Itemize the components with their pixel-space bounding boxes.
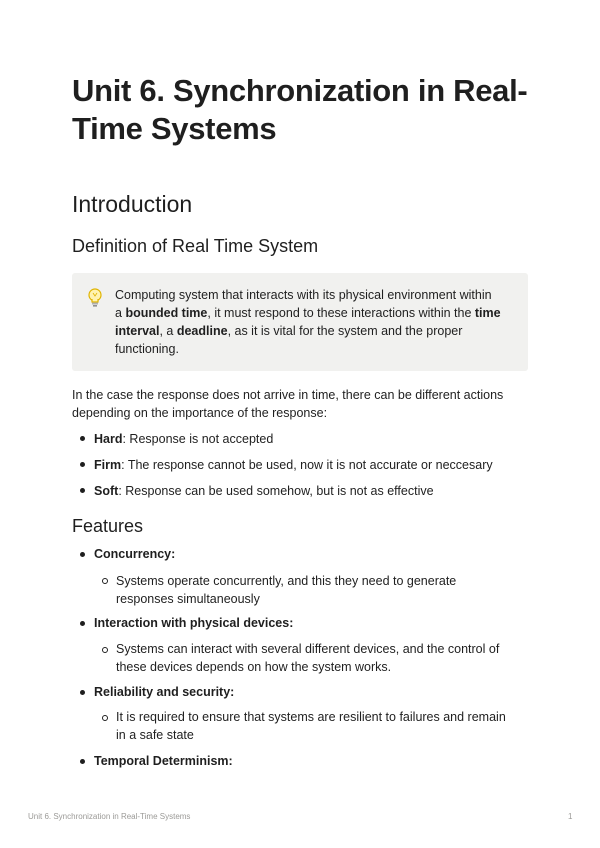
detail-line: these devices depends on how the system works.	[116, 660, 392, 674]
callout-text-fragment: , a	[159, 324, 177, 338]
feature-title: Interaction with physical devices:	[94, 616, 294, 630]
callout-line-4: functioning.	[115, 342, 179, 356]
feature-detail	[116, 640, 499, 676]
bullet-dot	[80, 552, 85, 557]
feature-title: Concurrency:	[94, 547, 176, 561]
definition-heading: Definition of Real Time System	[72, 236, 319, 256]
feature-title: Temporal Determinism:	[94, 754, 233, 768]
page-number: 1	[568, 812, 573, 821]
response-term: Firm	[94, 458, 122, 472]
feature-title: Reliability and security:	[94, 685, 235, 699]
title-line-1: Unit 6. Synchronization in Real-	[72, 73, 528, 108]
feature-item	[94, 683, 234, 701]
interval-term: interval	[115, 324, 160, 338]
bullet-dot	[80, 690, 85, 695]
detail-line: Systems operate concurrently, and this they need to generate	[116, 574, 457, 588]
paragraph-line: In the case the response does not arrive in time, there can be different actions	[72, 388, 504, 402]
feature-detail	[116, 572, 456, 608]
detail-line: It is required to ensure that systems are resilient to failures and remain	[116, 710, 506, 724]
list-item	[94, 482, 434, 500]
time-term: time	[474, 306, 501, 320]
introduction-heading: Introduction	[72, 191, 193, 217]
feature-detail	[116, 708, 506, 744]
list-item	[94, 456, 493, 474]
callout-line-1: Computing system that interacts with its physical environment within	[115, 288, 492, 302]
footer-title: Unit 6. Synchronization in Real-Time Systems	[28, 812, 191, 821]
page-title	[72, 72, 528, 148]
detail-line: in a safe state	[116, 728, 194, 742]
callout-text	[115, 286, 515, 358]
list-item	[94, 430, 273, 448]
bullet-dot	[80, 621, 85, 626]
feature-item	[94, 545, 175, 563]
response-desc: : Response can be used somehow, but is not as effective	[118, 484, 434, 498]
detail-line: Systems can interact with several different devices, and the control of	[116, 642, 500, 656]
callout-text-fragment: , as it is vital for the system and the proper	[227, 324, 463, 338]
response-paragraph	[72, 386, 532, 422]
feature-item	[94, 752, 233, 770]
feature-item	[94, 614, 293, 632]
sub-bullet	[102, 578, 108, 584]
deadline-term: deadline	[176, 324, 228, 338]
callout-text-fragment: a	[115, 306, 126, 320]
bullet-dot	[80, 462, 85, 467]
bullet-dot	[80, 436, 85, 441]
response-term: Soft	[94, 484, 119, 498]
definition-callout	[72, 273, 528, 371]
bullet-dot	[80, 488, 85, 493]
response-term: Hard	[94, 432, 123, 446]
response-desc: : The response cannot be used, now it is not accurate or neccesary	[121, 458, 493, 472]
bullet-dot	[80, 759, 85, 764]
features-heading: Features	[72, 516, 144, 536]
sub-bullet	[102, 715, 108, 721]
bounded-time-term: bounded time	[125, 306, 208, 320]
response-desc: : Response is not accepted	[122, 432, 274, 446]
callout-text-fragment: , it must respond to these interactions within the	[207, 306, 475, 320]
paragraph-line: depending on the importance of the response:	[72, 406, 328, 420]
title-line-2: Time Systems	[72, 111, 277, 146]
detail-line: responses simultaneously	[116, 592, 260, 606]
sub-bullet	[102, 647, 108, 653]
lightbulb-icon	[86, 287, 104, 309]
